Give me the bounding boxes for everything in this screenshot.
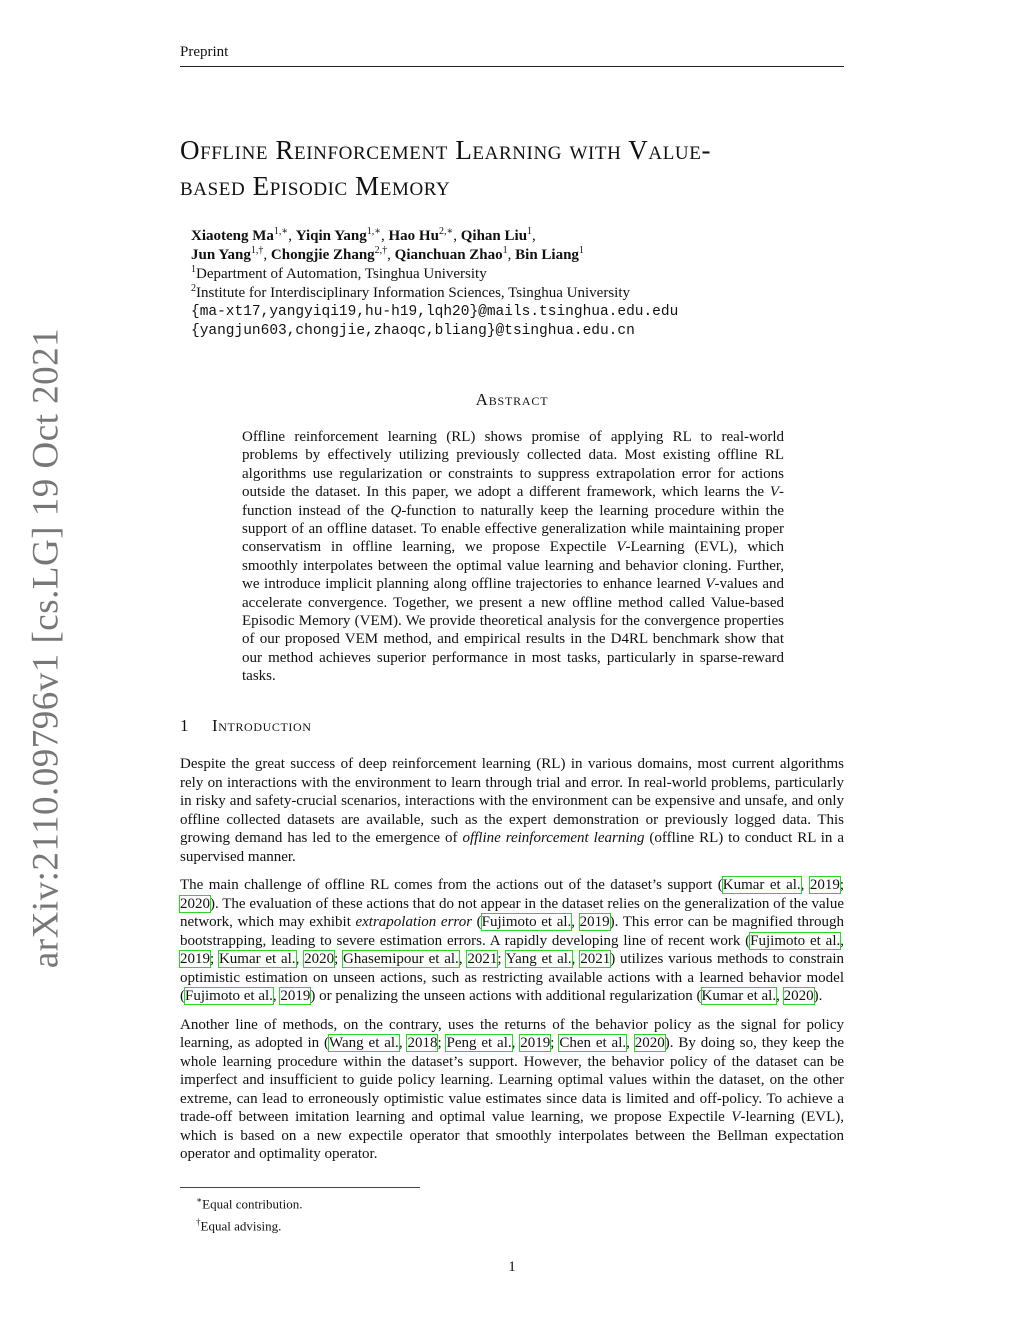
author-mark: 1 [527, 226, 533, 237]
footnote-1 [196, 1191, 303, 1213]
footnote-2 [196, 1213, 303, 1235]
author-name: Yiqin Yang [295, 228, 367, 244]
paragraph-1 [180, 755, 844, 866]
author-mark: 1,† [250, 245, 264, 256]
abstract-heading: Abstract [475, 390, 549, 409]
affiliation-mark: 2 [191, 283, 196, 294]
footnote-rule [180, 1187, 420, 1188]
text-span: ). [813, 988, 823, 1004]
author-name: Bin Liang [515, 247, 579, 263]
citation-link[interactable]: Kumar et al. [701, 988, 777, 1004]
abstract-span: -values and accelerate convergence. Together, we present a new offline method called Value-based Episodic Memory (VEM). We provide theoretical analysis for the convergence properties of our proposed VEM method, and empirical results in the D4RL benchmark show that our method achieves superior performance in most tasks, particularly in sparse-reward tasks. [242, 576, 784, 685]
author-line-1: Xiaoteng $Ma^{1,∗}$, Yiqin Yang$^{1,∗}$, Hao $Hu^{2,∗}$, Qihan Liu$^1$, [191, 226, 536, 244]
emphasis: offline reinforcement learning [462, 830, 645, 846]
author-mark: 1,∗ [366, 226, 382, 237]
page-number: 1 [508, 1259, 516, 1275]
section-title: Introduction [212, 716, 312, 735]
title-line-2: based Episodic Memory [180, 171, 451, 201]
citation-link[interactable]: Chen et al. [559, 1035, 627, 1051]
header-rule [180, 66, 844, 67]
abstract-span: -function to naturally keep the learning procedure within the support of an offline dataset. To enable effective generalization while maintaining proper conservatism in offline learning, we propose Expectile [242, 502, 785, 556]
author-name: Xiaoteng Ma [191, 228, 274, 244]
author-name: Qihan Liu [460, 228, 528, 244]
text-span: ). By doing so, they keep the whole learning procedure within the dataset’s support. However, the behavior policy of the dataset can be imperfect and insufficient to guide policy learning. Learning optimal values within the dataset, on the other extreme, can lead to erroneously optimistic value estimates since data is limited and off-policy. To achieve a trade-off between imitation learning and optimal value learning, we propose Expectile [180, 1035, 844, 1125]
author-mark: 1 [502, 245, 508, 256]
citation-link[interactable]: Kumar et al. [218, 951, 296, 967]
citation-link[interactable]: Ghasemipour et al. [343, 951, 459, 967]
affiliation-mark: 1 [191, 264, 196, 275]
citation-link[interactable]: 2021 [580, 951, 611, 967]
author-mark: 1,∗ [273, 226, 289, 237]
paragraph-2: The main challenge of offline RL comes from the actions out of the dataset’s support (Kumar et al., 2019; 2020). The evaluation of these actions that do not appear in the dataset relies on the generalization of the value network, which may exhibit extrapolation error (Fujimoto et al., 2019). This error can be magnified through bootstrapping, leading to severe estimation errors. A rapidly developing line of recent work (Fujimoto et al., 2019; Kumar et al., 2020; Ghasemipour et al., 2021; Yang et al., 2021) utilizes various methods to constrain optimistic estimation on unseen actions, such as restricting available actions with a learned behavior model (Fujimoto et al., 2019) or penalizing the unseen actions with additional regularization (Kumar et al., 2020). [180, 877, 845, 1004]
citation-link[interactable]: Yang et al. [505, 951, 572, 967]
math-q: Q [390, 502, 402, 519]
text-span: (offline RL) to conduct RL in a supervised manner. [180, 830, 844, 865]
author-mark: 2,† [374, 245, 388, 256]
author-line-2: Jun Yang$^{1,\dagger}$, Chongjie Zhang$^{2,\dagger}$, Qianchuan Zhao$^1$, Bin Liang$^1$ [191, 245, 584, 263]
citation-link[interactable]: 2021 [467, 951, 498, 967]
text-span: The main challenge of offline RL comes from the actions out of the dataset’s support ( [180, 877, 723, 893]
citation-link[interactable]: 2019 [809, 877, 840, 893]
abstract-span: Offline reinforcement learning (RL) shows promise of applying RL to real-world problems by effectively utilizing previously collected data. Most existing offline RL algorithms use regularization or constraints to suppress extrapolation error for actions outside the dataset. In this paper, we adopt a different framework, which learns the [242, 429, 784, 501]
affiliation-text: Department of Automation, Tsinghua University [196, 266, 487, 282]
footnote-mark: † [196, 1217, 201, 1228]
running-head: Preprint [180, 44, 229, 60]
title-line-1: Offline Reinforcement Learning with Value- [180, 135, 712, 165]
text-span: ). The evaluation of these actions that do not appear in the dataset relies on the generalization of the value network, which may exhibit [180, 895, 844, 930]
citation-link[interactable]: 2020 [180, 895, 210, 912]
math-v: V [705, 576, 715, 593]
section-number: 1 [180, 716, 190, 735]
citation-link[interactable]: Fujimoto et al. [185, 988, 273, 1004]
text-span: ) or penalizing the unseen actions with additional regularization ( [310, 988, 702, 1004]
citation-link[interactable]: 2019 [520, 1035, 551, 1051]
author-block [191, 227, 831, 341]
abstract-text [242, 428, 784, 686]
affiliation-2 [191, 284, 831, 303]
text-span: ( [472, 914, 482, 930]
affiliation-1 [191, 265, 831, 284]
math-v: V [731, 1109, 741, 1125]
footnote-text: Equal advising. [200, 1218, 282, 1234]
paragraph-3: Another line of methods, on the contrary, uses the returns of the behavior policy as the signal for policy learning, as adopted in (Wang et al., 2018; Peng et al., 2019; Chen et al., 2020). By doing so, they keep the whole learning procedure within the dataset’s support. However, the behavior policy of the dataset can be imperfect and insufficient to guide policy learning. Learning optimal values within the dataset, on the other extreme, can lead to erroneously optimistic value estimates since data is limited and off-policy. To achieve a trade-off between imitation learning and optimal value learning, we propose Expectile V-learning (EVL), which is based on a new expectile operator that smoothly interpolates between the Bellman expectation operator and optimality operator. [180, 1016, 844, 1162]
footnote-text: Equal contribution. [202, 1196, 303, 1212]
paper-title [180, 132, 850, 204]
email-line-2: {yangjun603,chongjie,zhaoqc,bliang}@tsinghua.edu.cn [191, 323, 635, 339]
math-v: V [616, 539, 626, 556]
math-v: V [769, 484, 779, 501]
author-name: Qianchuan Zhao [394, 247, 503, 263]
citation-link[interactable]: Fujimoto et al. [481, 914, 572, 930]
citation-link[interactable]: 2020 [634, 1035, 665, 1051]
author-name: Chongjie Zhang [270, 247, 375, 263]
citation-link[interactable]: Wang et al. [329, 1035, 399, 1051]
abstract-span: -Learning (EVL), which smoothly interpolates between the optimal value learning and behavior cloning. Further, we introduce implicit planning along offline trajectories to enhance learned [242, 539, 784, 593]
citation-link[interactable]: 2019 [280, 988, 311, 1004]
text-span: -learning (EVL), which is based on a new expectile operator that smoothly interpolates between the Bellman expectation operator and optimality operator. [180, 1109, 844, 1162]
arxiv-stamp: arXiv:2110.09796v1 [cs.LG] 19 Oct 2021 [25, 327, 67, 969]
citation-link[interactable]: 2019 [180, 951, 210, 967]
section-body [180, 755, 844, 1174]
citation-link[interactable]: Peng et al. [446, 1035, 512, 1051]
citation-link[interactable]: 2020 [783, 988, 814, 1004]
author-mark: 2,∗ [438, 226, 454, 237]
author-mark: 1 [578, 245, 584, 256]
abstract-span: -function instead of the [242, 484, 784, 519]
section-heading [180, 716, 312, 736]
text-span: ). This error can be magnified through bootstrapping, leading to severe estimation errors. A rapidly developing line of recent work ( [180, 914, 845, 949]
author-name: Hao Hu [388, 228, 439, 244]
text-span: ; [839, 877, 844, 893]
text-span: Another line of methods, on the contrary, uses the returns of the behavior policy as the signal for policy learning, as adopted in ( [180, 1016, 844, 1051]
emphasis: extrapolation error [355, 914, 473, 930]
footnote-mark: ∗ [196, 1195, 203, 1205]
text-span: Despite the great success of deep reinforcement learning (RL) in various domains, most current algorithms rely on interactions with the environment to learn through trial and error. In real-world problems, particularly in risky and safety-crucial scenarios, interactions with the environment can be expensive and unsafe, and only offline collected datasets are available, such as the expert demonstration or previously logged data. This growing demand has led to the emergence of [180, 756, 844, 846]
affiliation-text: Institute for Interdisciplinary Information Sciences, Tsinghua University [196, 285, 630, 301]
footnotes [196, 1191, 303, 1236]
citation-link[interactable]: 2020 [304, 951, 335, 967]
text-span: ) utilizes various methods to constrain optimistic estimation on unseen actions, such as restricting available actions with a learned behavior model ( [180, 951, 845, 1004]
citation-link[interactable]: Kumar et al. [722, 877, 801, 893]
author-name: Jun Yang [191, 247, 251, 263]
citation-link[interactable]: 2019 [579, 914, 610, 930]
citation-link[interactable]: Fujimoto et al. [750, 932, 841, 949]
email-line-1: {ma-xt17,yangyiqi19,hu-h19,lqh20}@mails.tsinghua.edu.edu [191, 304, 679, 320]
citation-link[interactable]: 2018 [407, 1035, 438, 1051]
